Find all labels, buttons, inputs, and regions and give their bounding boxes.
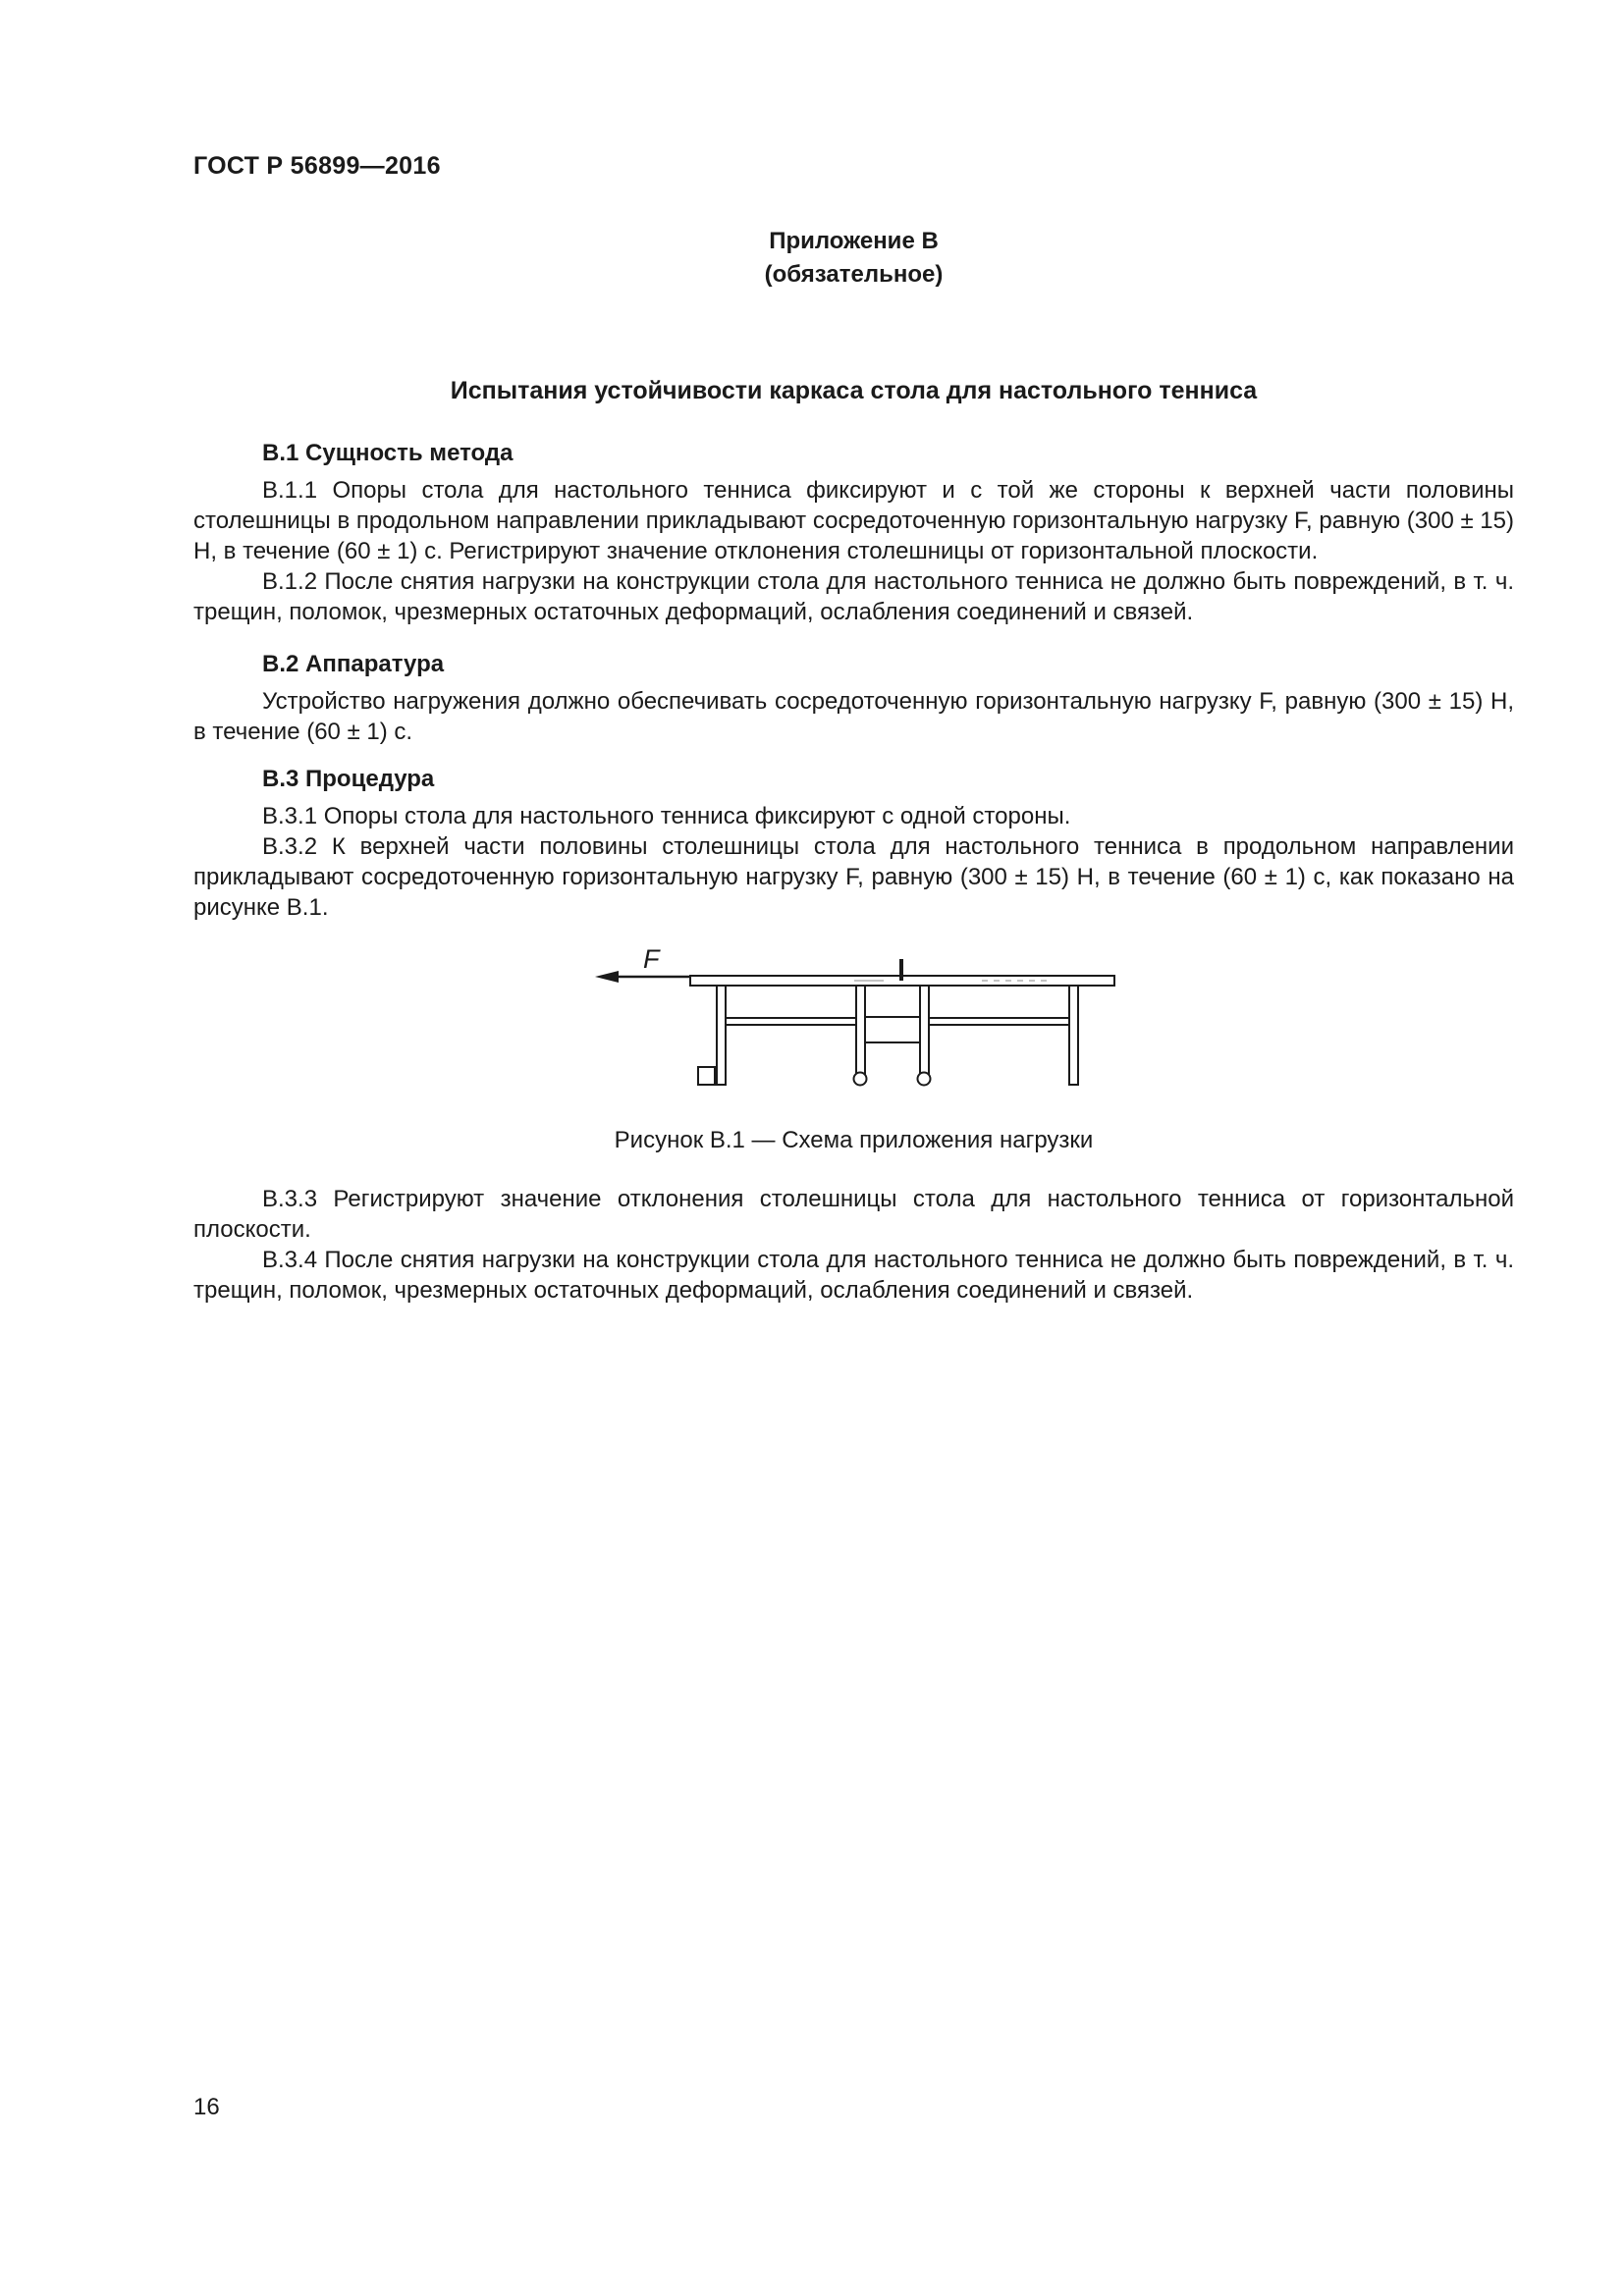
section-b3-continued <box>193 1184 1514 1306</box>
paragraph: В.1.2 После снятия нагрузки на конструкции стола для настольного тенниса не должно быть повреждений, в т. ч. трещин, поломок, чрезмерных остаточных деформаций, ослабления соединений и связей. <box>193 568 1514 625</box>
net-post <box>899 959 903 981</box>
appendix-title: Приложение В <box>769 228 939 254</box>
left-leg <box>717 986 726 1085</box>
document-header: ГОСТ Р 56899—2016 <box>193 152 441 180</box>
paragraph: В.3.3 Регистрируют значение отклонения столешницы стола для настольного тенниса от горизонтальной плоскости. <box>193 1186 1514 1243</box>
right-leg <box>1069 986 1078 1085</box>
force-arrow-head <box>595 971 619 983</box>
section-b2 <box>193 649 1514 747</box>
center-leg-left <box>856 986 865 1074</box>
wheel-left <box>854 1073 867 1086</box>
paragraph: В.3.4 После снятия нагрузки на конструкции стола для настольного тенниса не должно быть повреждений, в т. ч. трещин, поломок, чрезмерных остаточных деформаций, ослабления соединений и связей. <box>193 1247 1514 1304</box>
center-frame-box <box>865 1017 920 1042</box>
wheel-right <box>918 1073 931 1086</box>
table-diagram <box>589 937 1119 1104</box>
clamp-block <box>698 1067 715 1085</box>
force-label: F <box>643 944 660 974</box>
appendix-heading <box>193 225 1514 292</box>
main-title: Испытания устойчивости каркаса стола для настольного тенниса <box>450 377 1258 404</box>
figure-load-scheme <box>589 937 1119 1104</box>
paragraph: В.3.1 Опоры стола для настольного тенниса фиксируют с одной стороны. <box>262 803 1071 829</box>
appendix-status: (обязательное) <box>764 261 944 288</box>
section-heading: В.3 Процедура <box>262 766 435 792</box>
paragraph: Устройство нагружения должно обеспечивать сосредоточенную горизонтальную нагрузку F, равную (300 ± 15) Н, в течение (60 ± 1) с. <box>193 688 1514 745</box>
figure-caption: Рисунок В.1 — Схема приложения нагрузки <box>614 1127 1094 1153</box>
section-b3 <box>193 764 1514 923</box>
center-leg-right <box>920 986 929 1074</box>
page-number: 16 <box>193 2094 220 2120</box>
paragraph: В.1.1 Опоры стола для настольного тенниса фиксируют и с той же стороны к верхней части половины столешницы в продольном направлении прикладывают сосредоточенную горизонтальную нагрузку F, равную (300 ± 15) Н, в течение (60 ± 1) с. Регистрируют значение отклонения столешницы от горизонтальной плоскости. <box>193 477 1514 564</box>
section-b1 <box>193 438 1514 627</box>
section-heading: В.1 Сущность метода <box>262 440 514 466</box>
section-heading: В.2 Аппаратура <box>262 651 445 677</box>
paragraph: В.3.2 К верхней части половины столешницы стола для настольного тенниса в продольном направлении прикладывают сосредоточенную горизонтальную нагрузку F, равную (300 ± 15) Н, в течение (60 ± 1) с, как показано на рисунке В.1. <box>193 833 1514 921</box>
